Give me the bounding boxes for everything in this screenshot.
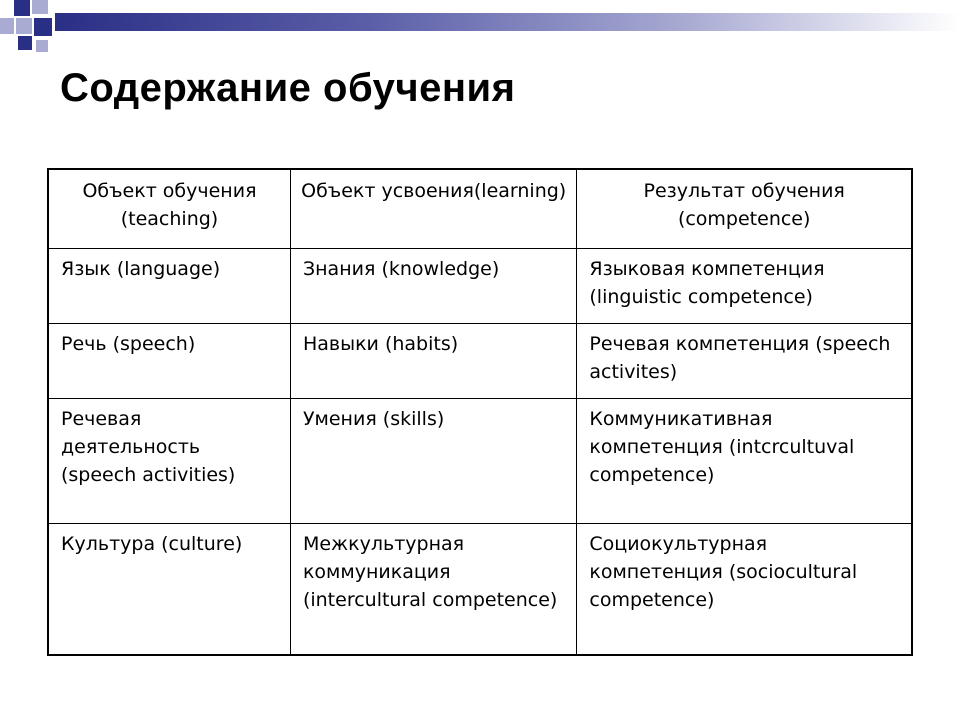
header-cell: Объект усвоения(learning): [290, 169, 576, 249]
header-cell: Результат обучения (competence): [577, 169, 912, 249]
deco-square: [36, 40, 48, 52]
header-cell: Объект обучения (teaching): [48, 169, 290, 249]
table-cell: Речь (speech): [48, 324, 290, 399]
deco-square: [18, 36, 32, 50]
table-cell: Речевая компетенция (speech activites): [577, 324, 912, 399]
deco-square: [14, 0, 30, 16]
slide-title: Содержание обучения: [60, 66, 516, 110]
deco-square: [0, 18, 14, 34]
table-cell: Речевая деятельность (speech activities): [48, 399, 290, 524]
table-cell: Навыки (habits): [290, 324, 576, 399]
table-cell: Межкультурная коммуникация (intercultural competence): [290, 524, 576, 656]
table-cell: Коммуникативная компетенция (intcrcultuval competence): [577, 399, 912, 524]
table-row: [48, 524, 912, 656]
table-header-row: [48, 169, 912, 249]
table-cell: Социокультурная компетенция (sociocultural competence): [577, 524, 912, 656]
deco-square: [16, 18, 32, 34]
table-row: [48, 249, 912, 324]
table-cell: Языковая компетенция (linguistic competence): [577, 249, 912, 324]
table-cell: Умения (skills): [290, 399, 576, 524]
deco-square: [34, 18, 52, 36]
table-row: [48, 399, 912, 524]
table-cell: Культура (culture): [48, 524, 290, 656]
deco-square: [32, 0, 48, 14]
content-table: [47, 168, 913, 656]
table-row: [48, 324, 912, 399]
table-cell: Язык (language): [48, 249, 290, 324]
header-gradient-bar: [55, 13, 960, 31]
table-cell: Знания (knowledge): [290, 249, 576, 324]
